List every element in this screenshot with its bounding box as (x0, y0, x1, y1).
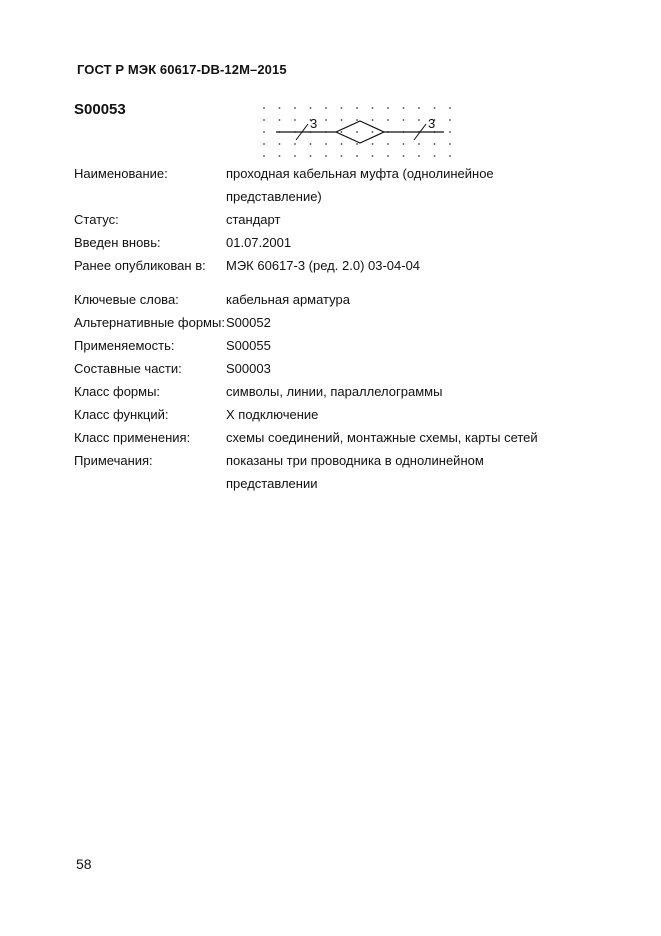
grid-dot (356, 131, 358, 133)
property-value: S00055 (226, 338, 271, 353)
grid-dot (449, 131, 451, 133)
grid-dot (387, 107, 389, 109)
grid-dot (434, 143, 436, 145)
grid-dot (372, 119, 374, 121)
grid-dot (356, 119, 358, 121)
property-label: Введен вновь: (74, 235, 161, 250)
grid-dot (263, 155, 265, 157)
grid-dot (310, 143, 312, 145)
grid-dot (403, 119, 405, 121)
grid-dot (279, 155, 281, 157)
conductor-count-left: 3 (310, 116, 318, 131)
property-value: X подключение (226, 407, 319, 422)
property-value: МЭК 60617-3 (ред. 2.0) 03-04-04 (226, 258, 421, 273)
grid-dot (263, 119, 265, 121)
grid-dot (325, 107, 327, 109)
grid-dot (325, 155, 327, 157)
grid-dot (449, 143, 451, 145)
joint-diamond-shape (336, 121, 384, 143)
grid-dot (279, 107, 281, 109)
property-row-function-class (74, 403, 574, 426)
property-value: символы, линии, параллелограммы (226, 384, 443, 399)
property-value: 01.07.2001 (226, 235, 292, 250)
symbol-figure (258, 104, 458, 160)
grid-dot (294, 155, 296, 157)
grid-dot (356, 143, 358, 145)
property-label: Наименование: (74, 166, 168, 181)
property-value: S00052 (226, 315, 271, 330)
property-label: Ранее опубликован в: (74, 258, 206, 273)
property-row-notes (74, 449, 574, 495)
grid-dot (449, 119, 451, 121)
grid-dot (294, 119, 296, 121)
grid-dot (387, 119, 389, 121)
grid-dot (325, 119, 327, 121)
grid-dot (434, 107, 436, 109)
grid-dot (341, 143, 343, 145)
property-row-keywords (74, 288, 574, 311)
grid-dot (341, 107, 343, 109)
grid-dot (263, 143, 265, 145)
grid-dot (310, 107, 312, 109)
grid-dot (325, 143, 327, 145)
property-row-introduced (74, 231, 574, 254)
page-number: 58 (76, 856, 92, 872)
property-label: Класс функций: (74, 407, 169, 422)
property-label: Класс формы: (74, 384, 161, 399)
property-row-name (74, 162, 574, 208)
symbol-code: S00053 (74, 101, 126, 118)
grid-dot (449, 107, 451, 109)
property-row-application-class (74, 426, 574, 449)
grid-dot (418, 155, 420, 157)
grid-dot (294, 143, 296, 145)
grid-dot (434, 155, 436, 157)
property-row-status (74, 208, 574, 231)
property-row-shape-class (74, 380, 574, 403)
grid-dot (449, 155, 451, 157)
grid-dot (372, 143, 374, 145)
document-header: ГОСТ Р МЭК 60617-DB-12M–2015 (77, 62, 287, 77)
conductor-count-right: 3 (428, 116, 436, 131)
property-label: Статус: (74, 212, 119, 227)
grid-dot (341, 119, 343, 121)
property-value: проходная кабельная муфта (однолинейное представление) (226, 166, 494, 204)
property-value: стандарт (226, 212, 281, 227)
grid-dot (356, 155, 358, 157)
grid-dot (372, 107, 374, 109)
grid-dot (356, 107, 358, 109)
property-row-applicability (74, 334, 574, 357)
grid-dot (403, 155, 405, 157)
grid-dot (403, 107, 405, 109)
grid-dot (310, 155, 312, 157)
grid-dot (341, 131, 343, 133)
property-label: Класс применения: (74, 430, 191, 445)
property-label: Применяемость: (74, 338, 175, 353)
grid-dot (263, 131, 265, 133)
grid-dot (279, 119, 281, 121)
grid-dot (418, 143, 420, 145)
grid-dot (294, 107, 296, 109)
grid-dot (387, 143, 389, 145)
grid-dot (418, 107, 420, 109)
property-row-alternative-forms (74, 311, 574, 334)
grid-dot (263, 107, 265, 109)
grid-dot (372, 155, 374, 157)
property-label: Альтернативные формы: (74, 315, 225, 330)
grid-dot (418, 119, 420, 121)
property-row-previously-published (74, 254, 574, 277)
property-row-components (74, 357, 574, 380)
grid-dot (403, 143, 405, 145)
grid-dot (279, 143, 281, 145)
property-label: Ключевые слова: (74, 292, 179, 307)
properties-table (74, 162, 574, 495)
grid-dot (341, 155, 343, 157)
property-value: S00003 (226, 361, 271, 376)
property-label: Составные части: (74, 361, 182, 376)
property-value: схемы соединений, монтажные схемы, карты сетей (226, 430, 538, 445)
property-value: показаны три проводника в однолинейном представлении (226, 453, 484, 491)
property-label: Примечания: (74, 453, 153, 468)
grid-dot (387, 155, 389, 157)
property-value: кабельная арматура (226, 292, 350, 307)
grid-dot (372, 131, 374, 133)
